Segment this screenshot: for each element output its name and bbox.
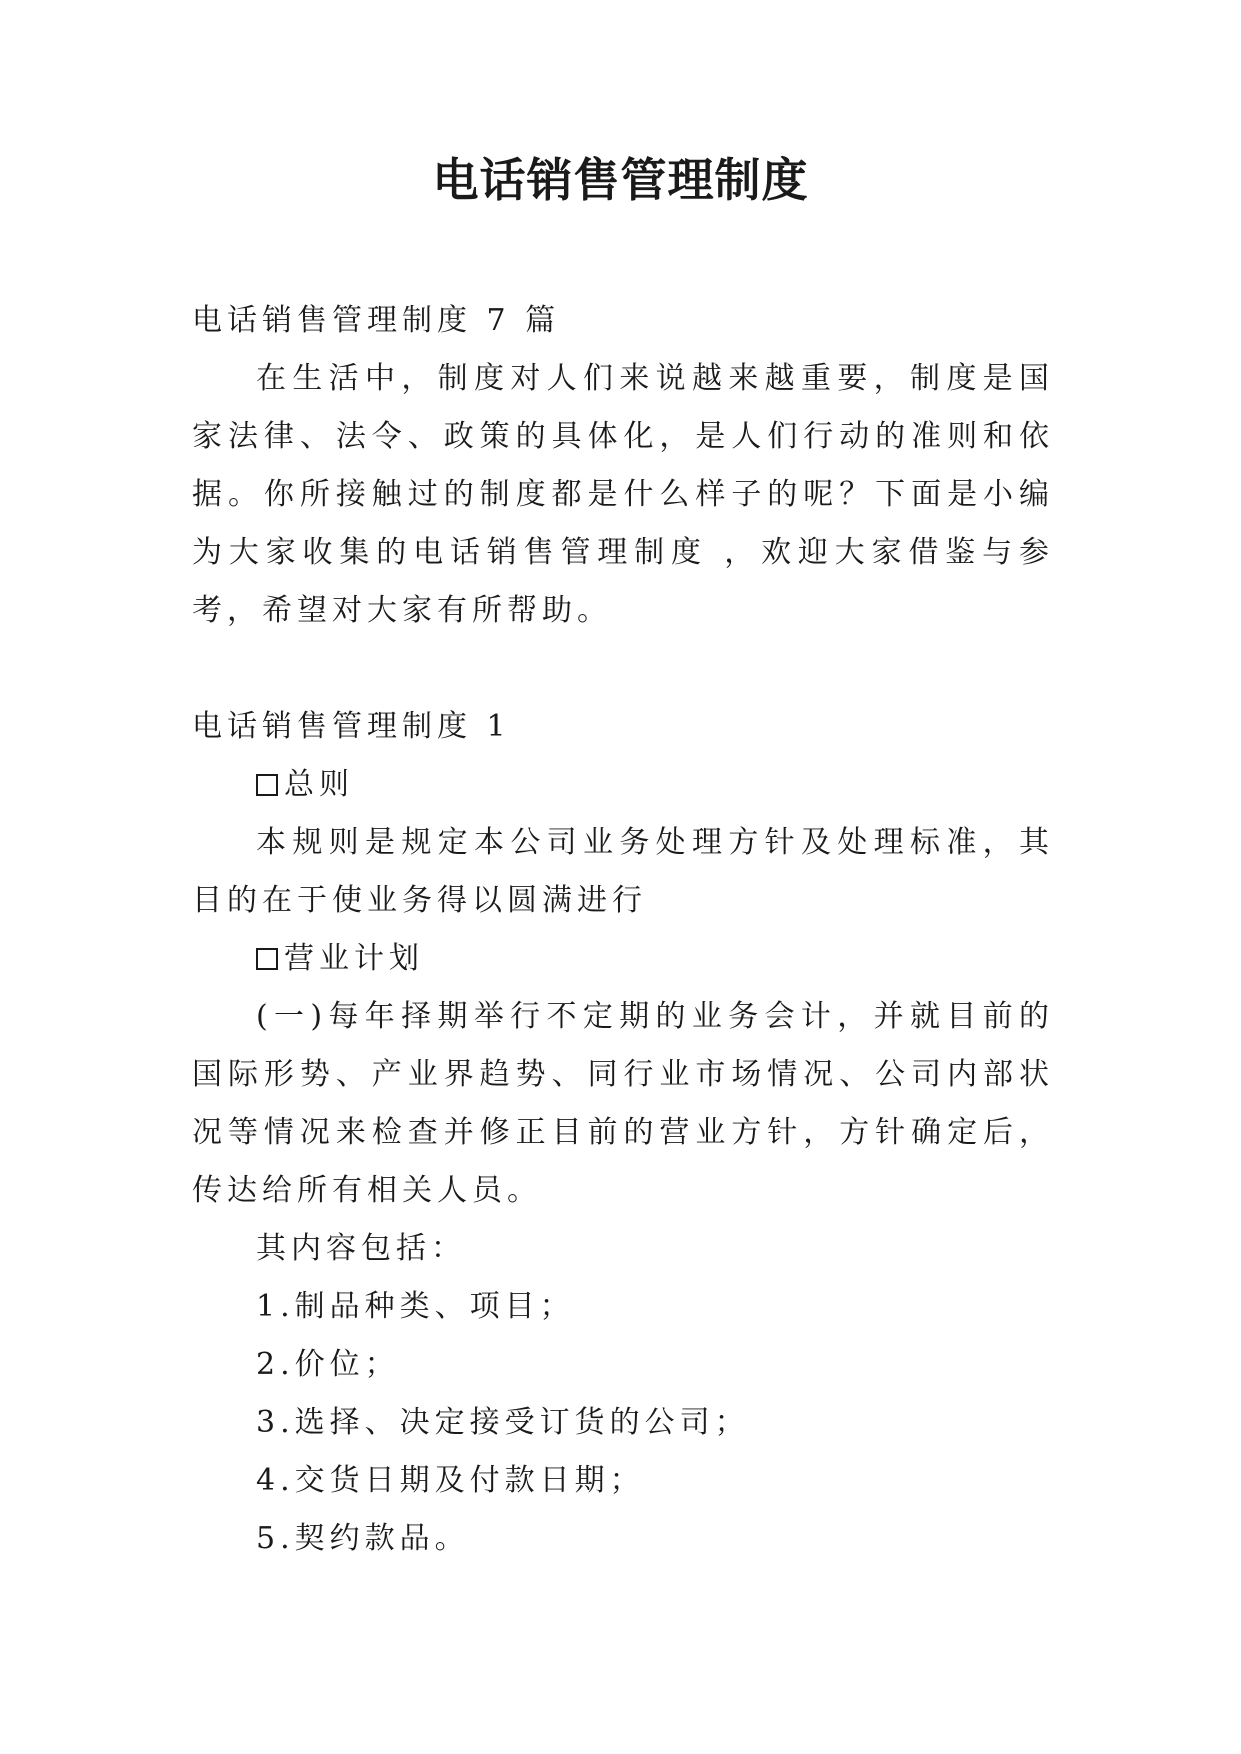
- general-paragraph: 本规则是规定本公司业务处理方针及处理标准，其目的在于使业务得以圆满进行: [192, 825, 1054, 918]
- plan-paragraph: (一)每年择期举行不定期的业务会计，并就目前的国际形势、产业界趋势、同行业市场情况、公司内部状况等情况来检查并修正目前的营业方针，方针确定后，传达给所有相关人员。: [192, 999, 1054, 1208]
- general-heading-row: [192, 756, 1054, 814]
- list-item: 5.契约款品。: [256, 1521, 470, 1556]
- plan-heading: 营业计划: [284, 941, 424, 976]
- list-item: 2.价位；: [256, 1347, 400, 1382]
- page-title: 电话销售管理制度: [432, 153, 809, 207]
- plan-heading-row: [192, 930, 1054, 988]
- list-item: 3.选择、决定接受订货的公司；: [256, 1405, 750, 1440]
- list-item: 4.交货日期及付款日期；: [256, 1463, 645, 1498]
- list-item: 1.制品种类、项目；: [256, 1289, 575, 1324]
- intro-paragraph: 在生活中，制度对人们来说越来越重要，制度是国家法律、法令、政策的具体化，是人们行动的准则和依据。你所接触过的制度都是什么样子的呢？下面是小编为大家收集的电话销售管理制度 ，欢迎大家借鉴与参考，希望对大家有所帮助。: [192, 361, 1054, 628]
- paragraph-spacer: [192, 640, 1054, 698]
- document-body: [192, 292, 1054, 1568]
- section-heading: 电话销售管理制度 1: [192, 709, 511, 744]
- document-subtitle: 电话销售管理制度 7 篇: [192, 303, 561, 338]
- contents-intro: 其内容包括：: [256, 1231, 466, 1266]
- checkbox-icon: [256, 774, 278, 796]
- general-heading: 总则: [284, 767, 354, 802]
- checkbox-icon: [256, 948, 278, 970]
